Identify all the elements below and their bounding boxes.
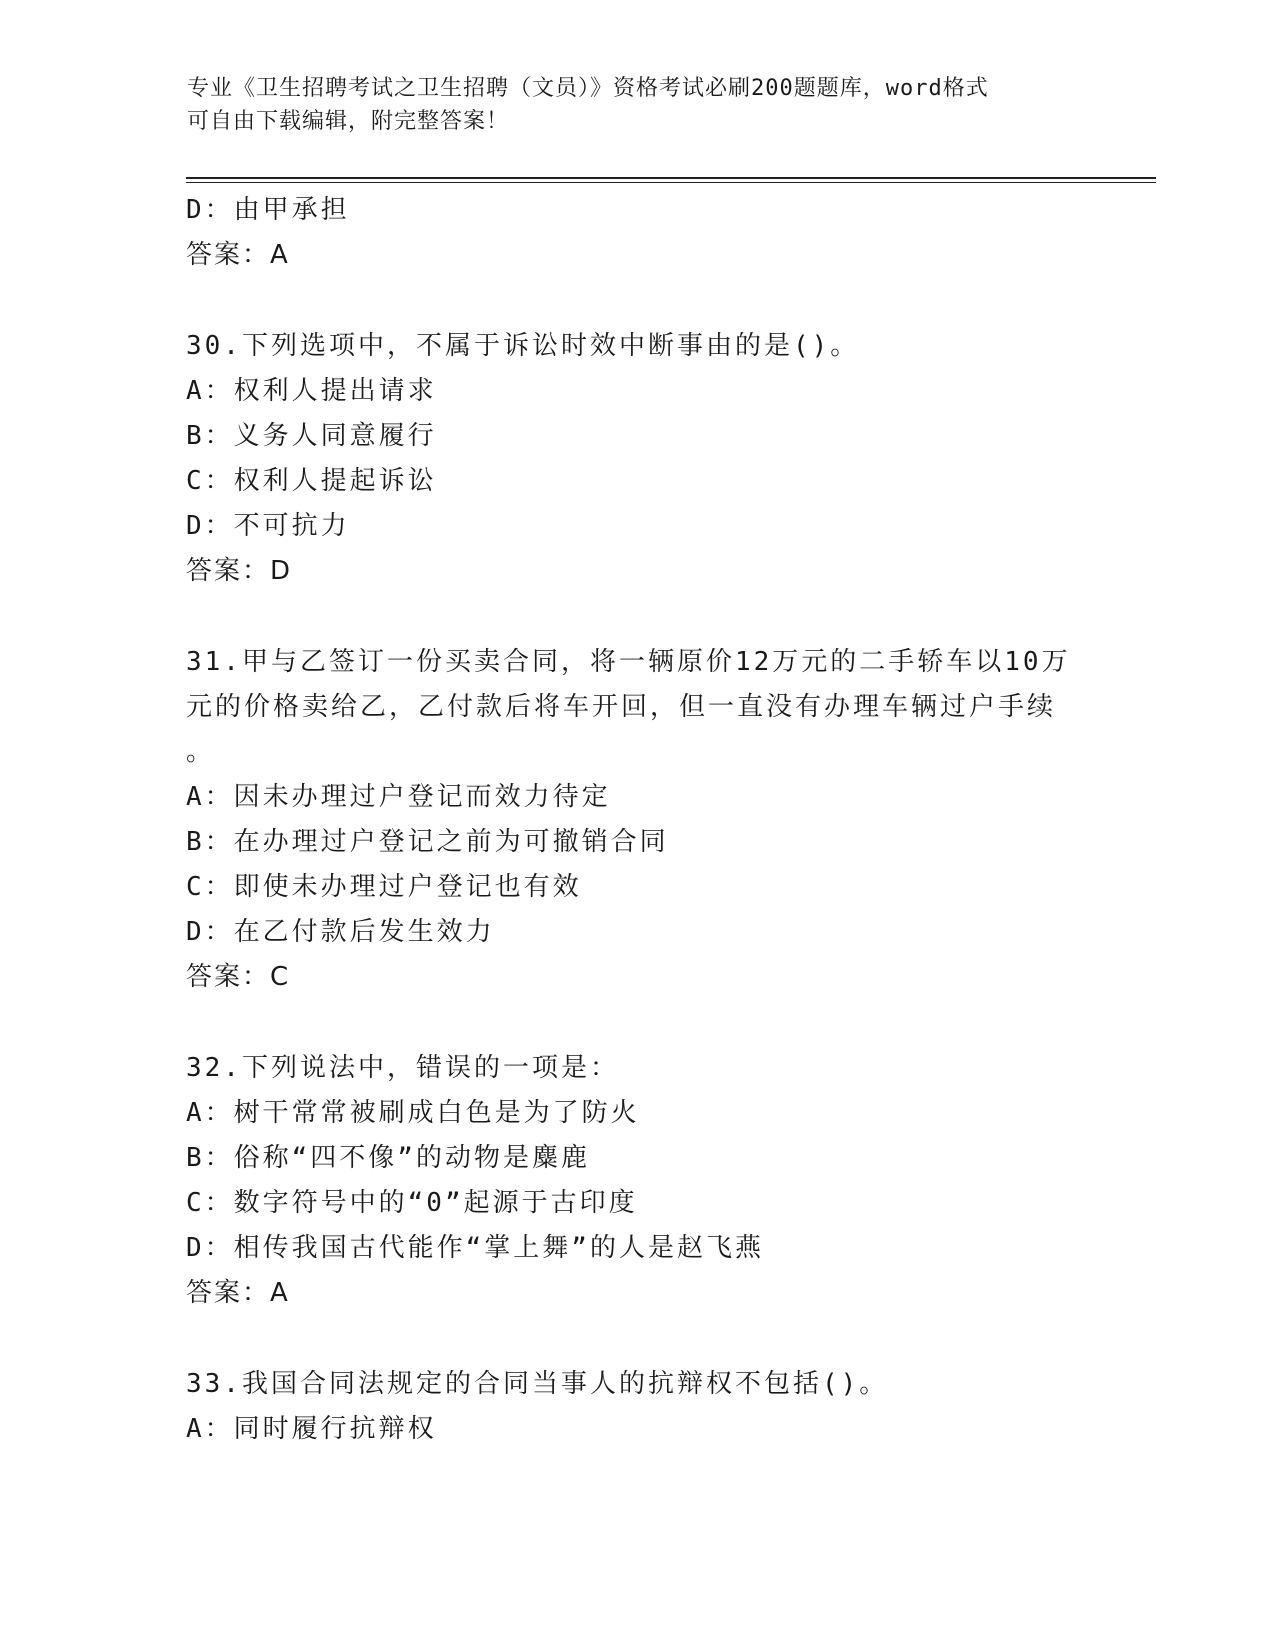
question-text: 33.我国合同法规定的合同当事人的抗辩权不包括()。 xyxy=(186,1369,889,1399)
question-text-line-1: 31.甲与乙签订一份买卖合同，将一辆原价12万元的二手轿车以10万 xyxy=(186,647,1071,677)
question-text: 32.下列说法中，错误的一项是： xyxy=(186,1053,619,1083)
option-c: C：权利人提起诉讼 xyxy=(186,466,437,496)
question-30 xyxy=(186,324,1086,594)
question-32 xyxy=(186,1046,1086,1316)
option-b: B：在办理过户登记之前为可撤销合同 xyxy=(186,827,669,857)
option-b: B：义务人同意履行 xyxy=(186,421,437,451)
answer: 答案：C xyxy=(186,962,291,992)
option-c: C：数字符号中的“0”起源于古印度 xyxy=(186,1188,638,1218)
option-a: A：树干常常被刷成白色是为了防火 xyxy=(186,1098,640,1128)
answer: 答案：D xyxy=(186,556,293,586)
question-31 xyxy=(186,640,1086,1000)
option-a: A：同时履行抗辩权 xyxy=(186,1414,437,1444)
option-d: D：相传我国古代能作“掌上舞”的人是赵飞燕 xyxy=(186,1233,764,1263)
question-list xyxy=(186,188,1086,1452)
header-divider-thick xyxy=(186,177,1156,179)
option-c: C：即使未办理过户登记也有效 xyxy=(186,872,582,902)
header-line-1: 专业《卫生招聘考试之卫生招聘（文员）》资格考试必刷200题题库，word格式 xyxy=(187,76,989,101)
option-d: D：在乙付款后发生效力 xyxy=(186,917,495,947)
question-text-line-3: 。 xyxy=(186,737,216,767)
option-a: A：因未办理过户登记而效力待定 xyxy=(186,782,611,812)
option-b: B：俗称“四不像”的动物是麋鹿 xyxy=(186,1143,590,1173)
header-line-2: 可自由下载编辑，附完整答案！ xyxy=(187,109,510,134)
page-header xyxy=(187,72,1067,138)
question-text: 30.下列选项中，不属于诉讼时效中断事由的是()。 xyxy=(186,331,860,361)
header-divider-thin xyxy=(186,182,1156,183)
prev-answer: 答案：A xyxy=(186,240,290,270)
question-text-line-2: 元的价格卖给乙，乙付款后将车开回，但一直没有办理车辆过户手续 xyxy=(186,692,1057,722)
option-d: D：不可抗力 xyxy=(186,511,350,541)
prev-option-d: D：由甲承担 xyxy=(186,195,350,225)
question-33 xyxy=(186,1362,1086,1452)
option-a: A：权利人提出请求 xyxy=(186,376,437,406)
answer: 答案：A xyxy=(186,1278,290,1308)
